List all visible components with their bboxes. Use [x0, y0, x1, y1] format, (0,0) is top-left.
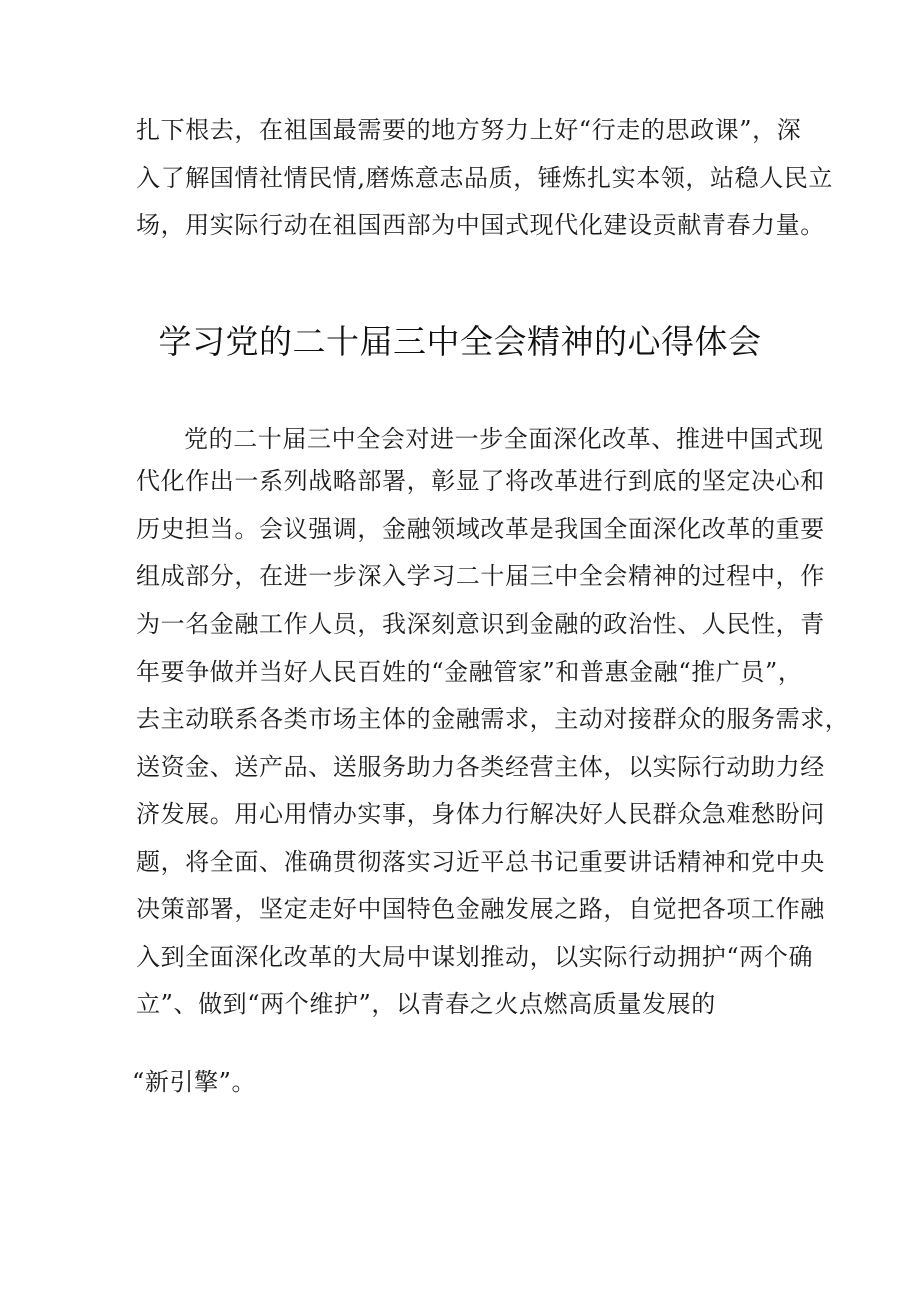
intro-line-2: 入了解国情社情民情,磨炼意志品质，锤炼扎实本领，站稳人民立: [136, 164, 834, 192]
paragraph-line-12: 入到全面深化改革的大局中谋划推动，以实际行动拥护“两个确: [136, 943, 814, 971]
paragraph-line-9: 济发展。用心用情办实事，身体力行解决好人民群众急难愁盼问: [136, 800, 825, 828]
paragraph-line-13: 立”、做到“两个维护”，以青春之火点燃高质量发展的: [136, 990, 716, 1018]
paragraph-line-3: 历史担当。会议强调，金融领域改革是我国全面深化改革的重要: [136, 515, 825, 543]
paragraph-line-11: 决策部署，坚定走好中国特色金融发展之路，自觉把各项工作融: [136, 895, 825, 923]
paragraph-line-1: 党的二十届三中全会对进一步全面深化改革、推进中国式现: [184, 425, 824, 453]
paragraph-closing: “新引擎”。: [132, 1068, 257, 1096]
intro-line-3: 场，用实际行动在祖国西部为中国式现代化建设贡献青春力量。: [136, 211, 825, 239]
paragraph-line-10: 题，将全面、准确贯彻落实习近平总书记重要讲话精神和党中央: [136, 848, 825, 876]
paragraph-line-6: 年要争做并当好人民百姓的“金融管家”和普惠金融“推广员”，: [136, 658, 803, 686]
paragraph-line-2: 代化作出一系列战略部署，彰显了将改革进行到底的坚定决心和: [136, 467, 825, 495]
paragraph-line-7: 去主动联系各类市场主体的金融需求，主动对接群众的服务需求，: [136, 705, 850, 733]
article-title: 学习党的二十届三中全会精神的心得体会: [158, 322, 762, 361]
intro-line-1: 扎下根去，在祖国最需要的地方努力上好“行走的思政课”，深: [136, 116, 802, 144]
paragraph-line-4: 组成部分，在进一步深入学习二十届三中全会精神的过程中，作: [136, 562, 825, 590]
paragraph-line-5: 为一名金融工作人员，我深刻意识到金融的政治性、人民性，青: [136, 610, 825, 638]
paragraph-line-8: 送资金、送产品、送服务助力各类经营主体，以实际行动助力经: [136, 753, 825, 781]
